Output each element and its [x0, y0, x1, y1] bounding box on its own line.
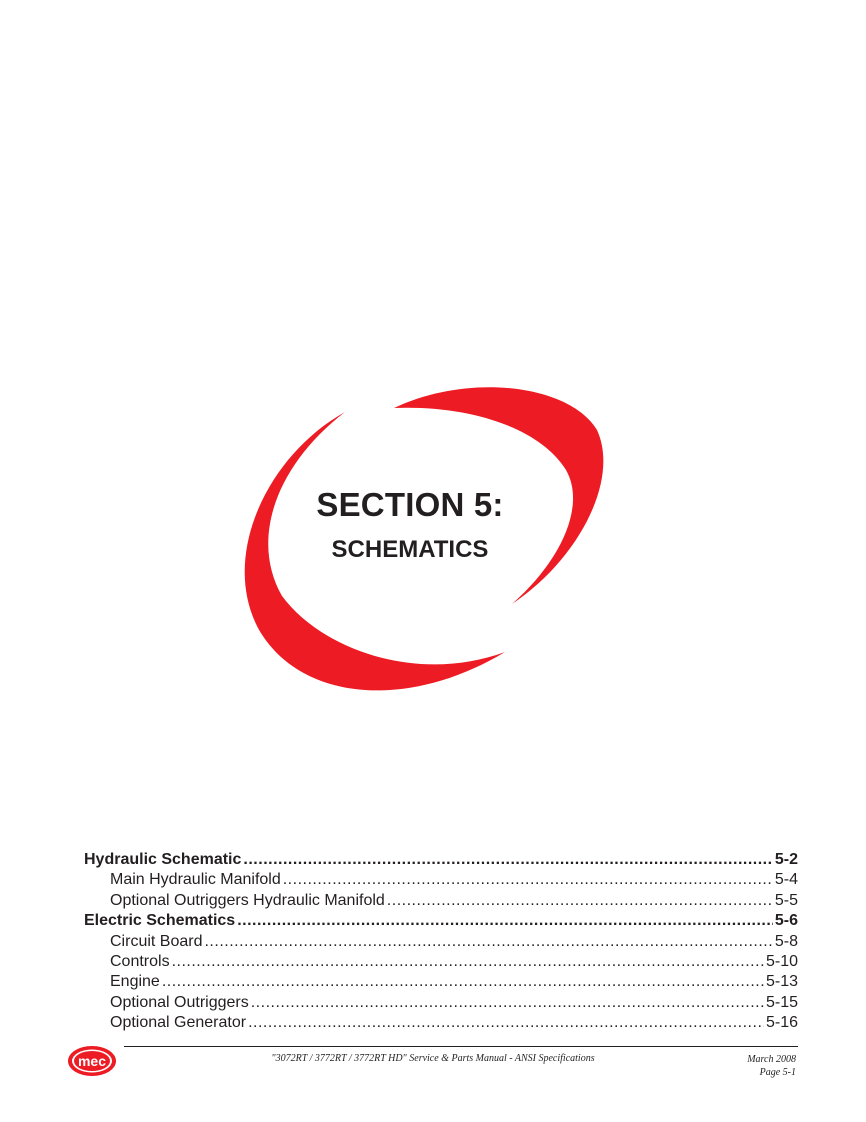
mec-logo-icon: [66, 1044, 118, 1078]
toc-entry: [84, 850, 798, 870]
toc-entry-page: 5-16: [765, 1014, 798, 1032]
toc-dot-leader: [251, 993, 764, 1013]
toc-entry-page: 5-15: [765, 993, 798, 1011]
toc-entry-label: Electric Schematics: [84, 912, 236, 930]
toc-dot-leader: [283, 870, 773, 890]
toc-entry: [84, 911, 798, 931]
toc-entry-page: 5-10: [765, 952, 798, 970]
toc-entry-page: 5-13: [765, 973, 798, 991]
toc-entry: [84, 932, 798, 952]
footer-page-number: Page 5-1: [759, 1067, 796, 1078]
toc-entry: [84, 972, 798, 992]
footer-meta: [747, 1053, 796, 1079]
toc-dot-leader: [204, 932, 772, 952]
table-of-contents: [84, 850, 798, 1034]
toc-entry: [84, 952, 798, 972]
toc-entry: [84, 993, 798, 1013]
toc-entry-label: Optional Outriggers Hydraulic Manifold: [110, 891, 385, 909]
logo-text: mec: [77, 1053, 107, 1069]
section-subtitle: SCHEMATICS: [331, 536, 489, 563]
toc-entry-label: Optional Outriggers: [110, 993, 249, 1011]
section-title: SECTION 5:: [316, 486, 504, 523]
toc-entry-label: Controls: [110, 952, 170, 970]
toc-entry-page: 5-2: [774, 851, 798, 868]
toc-dot-leader: [387, 891, 773, 911]
toc-entry: [84, 870, 798, 890]
toc-entry-label: Circuit Board: [110, 932, 203, 950]
toc-dot-leader: [162, 972, 764, 992]
toc-entry-label: Hydraulic Schematic: [84, 851, 242, 868]
toc-entry: [84, 1013, 798, 1033]
toc-entry-label: Engine: [110, 973, 160, 991]
toc-entry: [84, 891, 798, 911]
toc-entry-label: Main Hydraulic Manifold: [110, 871, 281, 889]
toc-entry-page: 5-5: [774, 891, 798, 909]
toc-dot-leader: [172, 952, 764, 972]
footer-date: March 2008: [747, 1054, 796, 1065]
toc-entry-page: 5-6: [774, 912, 798, 930]
toc-entry-label: Optional Generator: [110, 1014, 247, 1032]
toc-entry-page: 5-8: [774, 932, 798, 950]
toc-dot-leader: [248, 1013, 764, 1033]
footer-manual-title: "3072RT / 3772RT / 3772RT HD" Service & Parts Manual - ANSI Specifications: [271, 1053, 595, 1064]
toc-dot-leader: [243, 850, 772, 870]
toc-entry-page: 5-4: [774, 871, 798, 889]
toc-dot-leader: [237, 911, 773, 931]
footer-divider: [124, 1046, 798, 1047]
